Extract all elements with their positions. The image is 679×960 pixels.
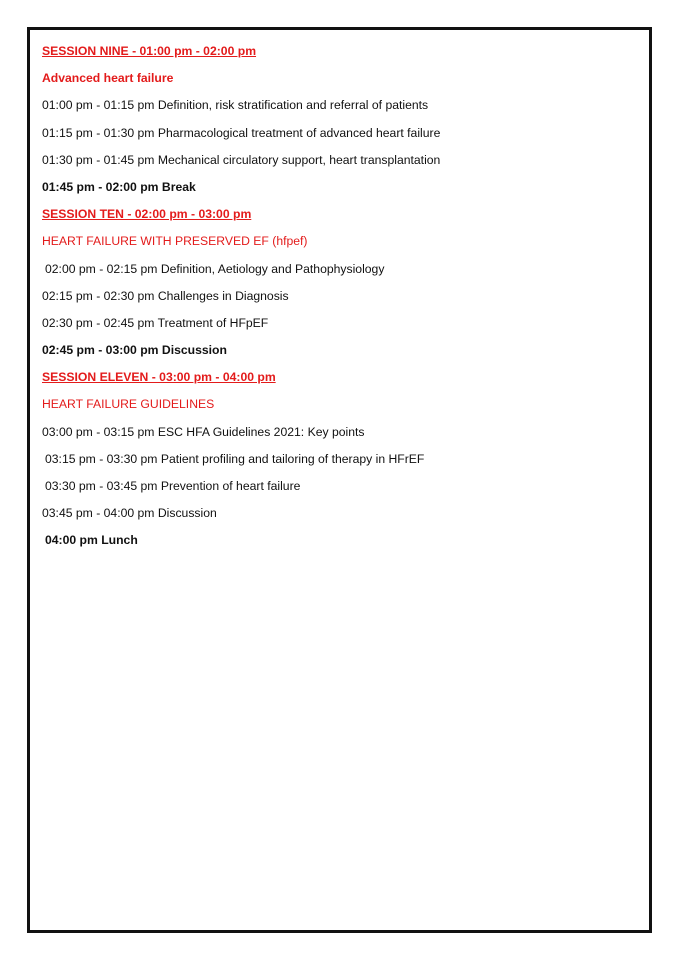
session-eleven-heading: SESSION ELEVEN - 03:00 pm - 04:00 pm	[42, 370, 276, 385]
discussion-item: 02:45 pm - 03:00 pm Discussion	[42, 343, 227, 358]
lunch-item: 04:00 pm Lunch	[45, 533, 138, 548]
session-nine-heading: SESSION NINE - 01:00 pm - 02:00 pm	[42, 44, 257, 58]
agenda-item: 02:00 pm - 02:15 pm Definition, Aetiology and Pathophysiology	[45, 261, 385, 276]
agenda-item: 03:45 pm - 04:00 pm Discussion	[42, 506, 217, 521]
page-frame	[27, 27, 652, 933]
session-nine-topic: Advanced heart failure	[42, 71, 174, 86]
session-eleven-topic: HEART FAILURE GUIDELINES	[42, 397, 215, 412]
agenda-item: 02:15 pm - 02:30 pm Challenges in Diagnosis	[42, 288, 289, 303]
agenda-item: 01:15 pm - 01:30 pm Pharmacological treatment of advanced heart failure	[42, 125, 441, 140]
break-item: 01:45 pm - 02:00 pm Break	[42, 179, 196, 194]
agenda-item: 01:00 pm - 01:15 pm Definition, risk stratification and referral of patients	[42, 98, 429, 113]
session-ten-topic: HEART FAILURE WITH PRESERVED EF (hfpef)	[42, 234, 308, 249]
agenda-content	[42, 44, 637, 561]
agenda-item: 03:15 pm - 03:30 pm Patient profiling and tailoring of therapy in HFrEF	[45, 451, 425, 466]
agenda-item: 03:30 pm - 03:45 pm Prevention of heart failure	[45, 479, 301, 493]
agenda-item: 03:00 pm - 03:15 pm ESC HFA Guidelines 2021: Key points	[42, 424, 365, 439]
session-ten-heading: SESSION TEN - 02:00 pm - 03:00 pm	[42, 207, 252, 222]
agenda-item: 01:30 pm - 01:45 pm Mechanical circulatory support, heart transplantation	[42, 152, 441, 167]
agenda-item: 02:30 pm - 02:45 pm Treatment of HFpEF	[42, 315, 269, 330]
